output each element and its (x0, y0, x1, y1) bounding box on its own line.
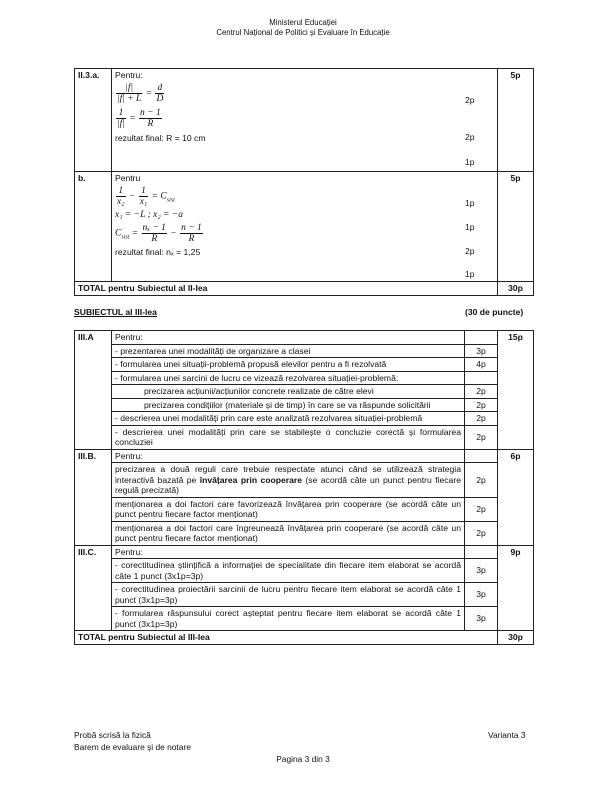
iiic-item-3: - formularea răspunsului corect așteptat pentru fiecare item elaborat se acordă câte 1 punct (3x1p=3p) (115, 608, 461, 629)
points-iiib: 6p (498, 449, 534, 545)
formula-positions: x₁ = −L ; x₂ = −a (115, 209, 183, 220)
iiia-item-3: - formularea unei sarcini de lucru ce vizează rezolvarea situației-problemă: (112, 371, 465, 385)
iiic-score-3: 3p (465, 607, 498, 631)
iiib-score-1: 2p (465, 463, 498, 498)
iiib-score-2: 2p (465, 497, 498, 521)
formula-system: $\frac{1}{\text{x₂}}$ − $\frac{1}{\text{x₁}}$ = $C_{sist}$ (117, 185, 175, 207)
score-iib-4: 1p (465, 269, 475, 279)
iiib-item-2: menționarea a doi factori care favorizează învățarea prin cooperare (se acordă câte un punct pentru fiecare factor menționat) (112, 497, 465, 521)
iiib-item-1-bold: învățarea prin cooperare (199, 474, 303, 485)
header-ministry: Ministerul Educației (269, 18, 337, 27)
iiia-score-3a: 2p (465, 385, 498, 399)
total-subject-3-label: TOTAL pentru Subiectul al III-lea (75, 631, 498, 645)
iiia-score-2: 4p (465, 358, 498, 372)
formula-convergence: $C_{sist}$ = $\frac{\text{nₓ − 1}}{R}$ − $\frac{n - 1}{R}$ (115, 223, 202, 244)
iiib-item-1: precizarea a două reguli care trebuie respectate atunci când se utilizează strategia interactivă bazată pe învățarea prin cooperare (se acordă câte un punct pentru fiecare regulă precizată) (112, 463, 465, 498)
row-label-iiic: III.C. (75, 545, 112, 631)
header-center: Centrul Național de Politici și Evaluare în Educație (216, 28, 390, 37)
score-ii3a-1: 2p (465, 95, 475, 105)
total-subject-3-points: 30p (498, 631, 534, 645)
iiia-score-4: 2p (465, 412, 498, 426)
iiia-intro: Pentru: (112, 331, 465, 344)
iiia-content (112, 331, 498, 450)
iiia-item-3b: precizarea condițiilor (materiale și de timp) în care se va răspunde solicitării (112, 398, 465, 412)
iiia-score-5: 2p (465, 425, 498, 449)
iiic-score-2: 3p (465, 583, 498, 607)
iiia-item-2: - formularea unei situații-problemă propusă elevilor pentru a fi rezolvată (112, 358, 465, 372)
total-subject-2-label: TOTAL pentru Subiectul al II-lea (75, 282, 498, 296)
iiia-item-3a: precizarea acțiunii/acțiunilor concrete realizate de către elevi (112, 385, 465, 399)
iiia-score-3 (465, 371, 498, 385)
iiib-intro: Pentru: (112, 450, 465, 463)
ii3a-intro: Pentru: (115, 70, 143, 80)
ii3a-result: rezultat final: R = 10 cm (115, 132, 206, 143)
row-label-ii3a: II.3.a. (75, 69, 112, 172)
score-ii3a-3: 1p (465, 157, 475, 167)
iiia-item-4: - descrierea unei modalități prin care este analizată rezolvarea situației-problemă (112, 412, 465, 426)
row-label-iib: b. (75, 172, 112, 282)
footer-page-number: Pagina 3 din 3 (276, 754, 330, 764)
formula-lens-ratio: $\frac{|f|}{|f| + L}$ = $\frac{d}{D}$ (117, 82, 164, 104)
section-3-title: SUBIECTUL al III-lea (74, 307, 157, 317)
points-iib: 5p (498, 172, 534, 282)
iiic-content (112, 545, 498, 631)
score-iib-2: 1p (465, 222, 475, 232)
ii3a-content (112, 69, 498, 172)
iiia-score-3b: 2p (465, 398, 498, 412)
points-iiia: 15p (498, 331, 534, 450)
iiia-item-1: - prezentarea unei modalități de organizare a clasei (112, 344, 465, 358)
iiib-content (112, 449, 498, 545)
iiic-item-1: - corectitudinea științifică a informației de specialitate din fiecare item elaborat se acordă câte 1 punct (3x1p=3p) (112, 559, 465, 583)
row-label-iiia: III.A (75, 331, 112, 450)
points-iiic: 9p (498, 545, 534, 631)
section-3-points: (30 de puncte) (465, 307, 524, 317)
iib-content (112, 172, 498, 282)
footer-subject: Probă scrisă la fizică (74, 730, 151, 740)
total-subject-2-points: 30p (498, 282, 534, 296)
iiib-item-3: menționarea a doi factori care îngreunează învățarea prin cooperare (se acordă câte un punct pentru fiecare factor menționat) (115, 522, 461, 543)
score-iib-1: 1p (465, 198, 475, 208)
iiic-intro: Pentru: (112, 546, 465, 559)
iiia-item-5: - descrierea unei modalități prin care se stabilește o concluzie corectă și formularea concluziei (115, 426, 461, 447)
iib-intro: Pentru (115, 173, 141, 183)
score-ii3a-2: 2p (465, 132, 475, 142)
table-subject-3 (74, 330, 534, 645)
iib-result: rezultat final: nₓ = 1,25 (115, 247, 201, 257)
table-subject-2 (74, 68, 534, 296)
iiic-item-2: - corectitudinea proiectării sarcinii de lucru pentru fiecare item elaborat se acordă câte 1 punct (3x1p=3p) (112, 583, 465, 607)
formula-lens-radius: $\frac{1}{|f|}$ = $\frac{n - 1}{R}$ (117, 107, 161, 129)
score-iib-3: 2p (465, 246, 475, 256)
points-ii3a: 5p (498, 69, 534, 172)
footer-variant: Varianta 3 (488, 730, 526, 740)
iiib-score-3: 2p (465, 521, 498, 545)
footer-barem: Barem de evaluare și de notare (74, 742, 191, 752)
iiic-score-1: 3p (465, 559, 498, 583)
row-label-iiib: III.B. (75, 449, 112, 545)
iiia-score-1: 3p (465, 344, 498, 358)
